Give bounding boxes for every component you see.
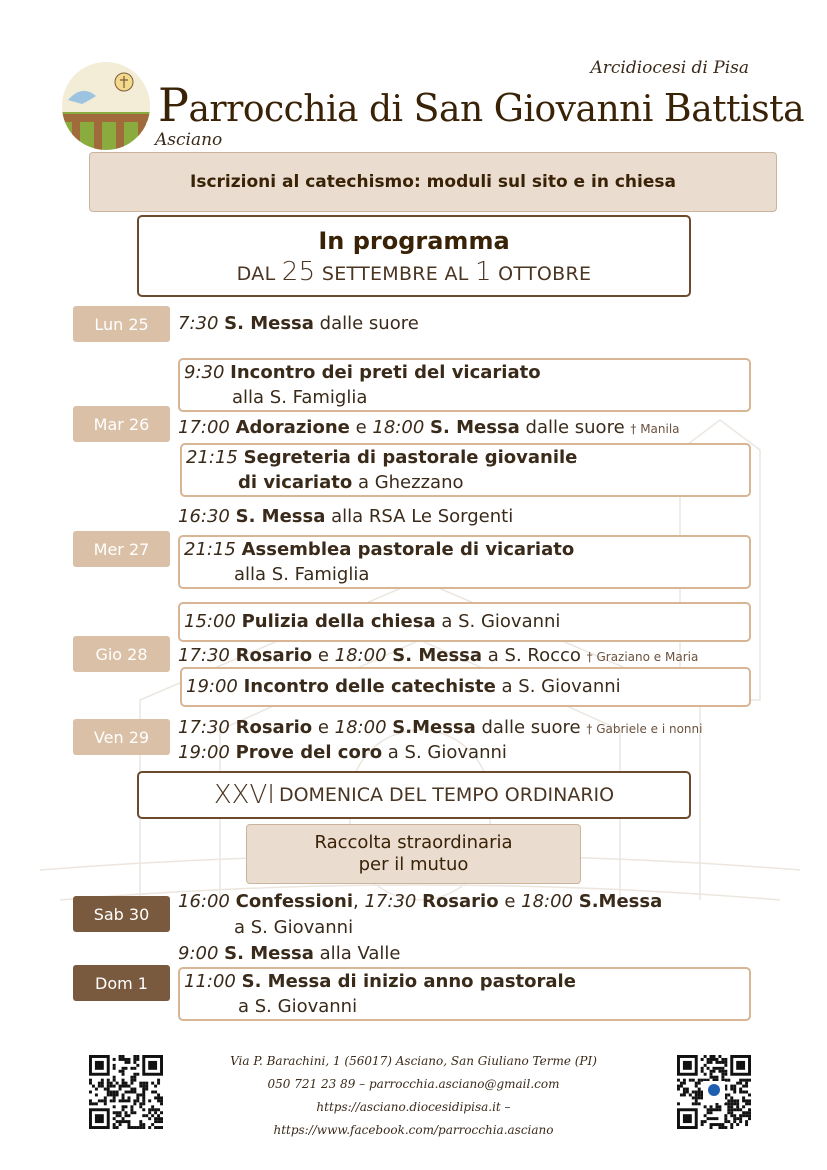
footer-address: Via P. Barachini, 1 (56017) Asciano, San Giuliano Terme (PI) — [230, 1054, 597, 1068]
event-sun-1: 9:00 S. Messa alla Valle — [178, 943, 401, 964]
footer-contact[interactable]: 050 721 23 89 – parrocchia.asciano@gmail.com — [267, 1077, 560, 1091]
paypal-qr-code[interactable] — [677, 1055, 751, 1129]
catechism-banner: Iscrizioni al catechismo: moduli sul sito e in chiesa — [89, 152, 777, 212]
day-label-thu: Gio 28 — [73, 636, 170, 672]
programme-title: In programma — [318, 227, 510, 255]
website-qr-code[interactable] — [89, 1055, 163, 1129]
diocese-name: Arcidiocesi di Pisa — [590, 58, 749, 78]
programme-dates: DAL 25 SETTEMBRE AL 1 OTTOBRE — [236, 257, 592, 287]
event-wed-2: 21:15 Assemblea pastorale di vicariato alla S. Famiglia — [178, 535, 751, 589]
collection-notice: Raccolta straordinaria per il mutuo — [246, 824, 581, 884]
day-label-sat: Sab 30 — [73, 896, 170, 932]
sunday-heading: XXVI DOMENICA DEL TEMPO ORDINARIO — [137, 771, 691, 819]
location-name: Asciano — [155, 130, 223, 150]
programme-box — [137, 215, 691, 297]
day-label-wed: Mer 27 — [73, 531, 170, 567]
day-label-mon: Lun 25 — [73, 306, 170, 342]
parish-logo — [62, 62, 150, 150]
day-label-sun: Dom 1 — [73, 965, 170, 1001]
event-thu-1: 15:00 Pulizia della chiesa a S. Giovanni — [178, 602, 751, 642]
footer-web[interactable]: https://asciano.diocesidipisa.it – https://www.facebook.com/parrocchia.asciano — [273, 1100, 554, 1137]
day-label-tue: Mar 26 — [73, 406, 170, 442]
event-tue-1: 9:30 Incontro dei preti del vicariato alla S. Famiglia — [178, 358, 751, 412]
event-fri-2: 19:00 Prove del coro a S. Giovanni — [178, 742, 507, 763]
event-thu-3: 19:00 Incontro delle catechiste a S. Giovanni — [180, 667, 751, 707]
event-sat-1: 16:00 Confessioni, 17:30 Rosario e 18:00 S.Messa — [178, 891, 663, 912]
event-mon-1: 7:30 S. Messa dalle suore — [178, 313, 419, 334]
event-sat-1-place: a S. Giovanni — [234, 917, 354, 938]
footer-contacts — [190, 1050, 637, 1142]
event-fri-1: 17:30 Rosario e 18:00 S.Messa dalle suore † Gabriele e i nonni — [178, 717, 703, 738]
event-wed-1: 16:30 S. Messa alla RSA Le Sorgenti — [178, 506, 514, 527]
event-thu-2: 17:30 Rosario e 18:00 S. Messa a S. Rocco † Graziano e Maria — [178, 645, 699, 666]
event-tue-2: 17:00 Adorazione e 18:00 S. Messa dalle suore † Manila — [178, 417, 680, 438]
parish-name: Parrocchia di San Giovanni Battista — [158, 78, 805, 132]
event-tue-3: 21:15 Segreteria di pastorale giovanile di vicariato a Ghezzano — [180, 443, 751, 497]
day-label-fri: Ven 29 — [73, 719, 170, 755]
event-sun-2: 11:00 S. Messa di inizio anno pastorale a S. Giovanni — [178, 967, 751, 1021]
